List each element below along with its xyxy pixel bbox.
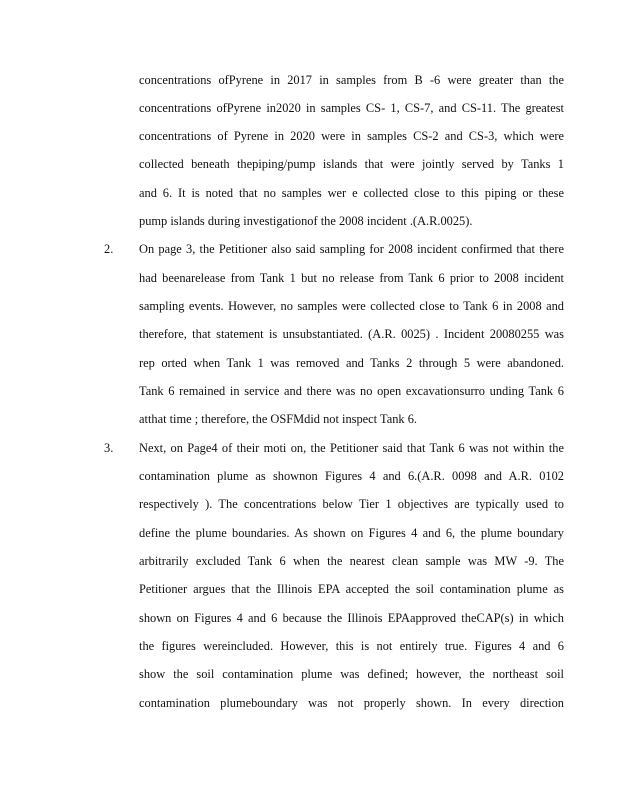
text-line: and 6. It is noted that no samples wer e collected close to this piping or these	[139, 186, 564, 200]
text-line: define the plume boundaries. As shown on Figures 4 and 6, the plume boundary	[139, 526, 564, 540]
text-line: Next, on Page4 of their moti on, the Petitioner said that Tank 6 was not within the	[139, 441, 564, 455]
paragraph-number: 3.	[104, 441, 114, 455]
text-line: respectively ). The concentrations below Tier 1 objectives are typically used to	[139, 497, 564, 511]
text-line: the figures wereincluded. However, this is not entirely true. Figures 4 and 6	[139, 639, 564, 653]
text-line: concentrations ofPyrene in2020 in samples CS- 1, CS-7, and CS-11. The greatest	[139, 101, 564, 115]
text-line: sampling events. However, no samples were collected close to Tank 6 in 2008 and	[139, 299, 564, 313]
text-line: Petitioner argues that the Illinois EPA accepted the soil contamination plume as	[139, 582, 564, 596]
text-line: On page 3, the Petitioner also said sampling for 2008 incident confirmed that there	[139, 242, 564, 256]
text-line: arbitrarily excluded Tank 6 when the nearest clean sample was MW -9. The	[139, 554, 564, 568]
text-line: contamination plumeboundary was not properly shown. In every direction	[139, 696, 564, 710]
text-line: collected beneath thepiping/pump islands that were jointly served by Tanks 1	[139, 157, 564, 171]
text-line: concentrations ofPyrene in 2017 in samples from B -6 were greater than the	[139, 73, 564, 87]
text-line: rep orted when Tank 1 was removed and Tanks 2 through 5 were abandoned.	[139, 356, 564, 370]
text-line: concentrations of Pyrene in 2020 were in samples CS-2 and CS-3, which were	[139, 129, 564, 143]
text-line: Tank 6 remained in service and there was no open excavationsurro unding Tank 6	[139, 384, 564, 398]
text-line: atthat time ; therefore, the OSFMdid not inspect Tank 6.	[139, 412, 417, 426]
text-line: had beenarelease from Tank 1 but no release from Tank 6 prior to 2008 incident	[139, 271, 564, 285]
text-line: shown on Figures 4 and 6 because the Illinois EPAapproved theCAP(s) in which	[139, 611, 564, 625]
text-line: contamination plume as shownon Figures 4 and 6.(A.R. 0098 and A.R. 0102	[139, 469, 564, 483]
paragraph-number: 2.	[104, 242, 114, 256]
text-line: pump islands during investigationof the 2008 incident .(A.R.0025).	[139, 214, 473, 228]
text-line: show the soil contamination plume was defined; however, the northeast soil	[139, 667, 564, 681]
text-line: therefore, that statement is unsubstantiated. (A.R. 0025) . Incident 20080255 was	[139, 327, 564, 341]
